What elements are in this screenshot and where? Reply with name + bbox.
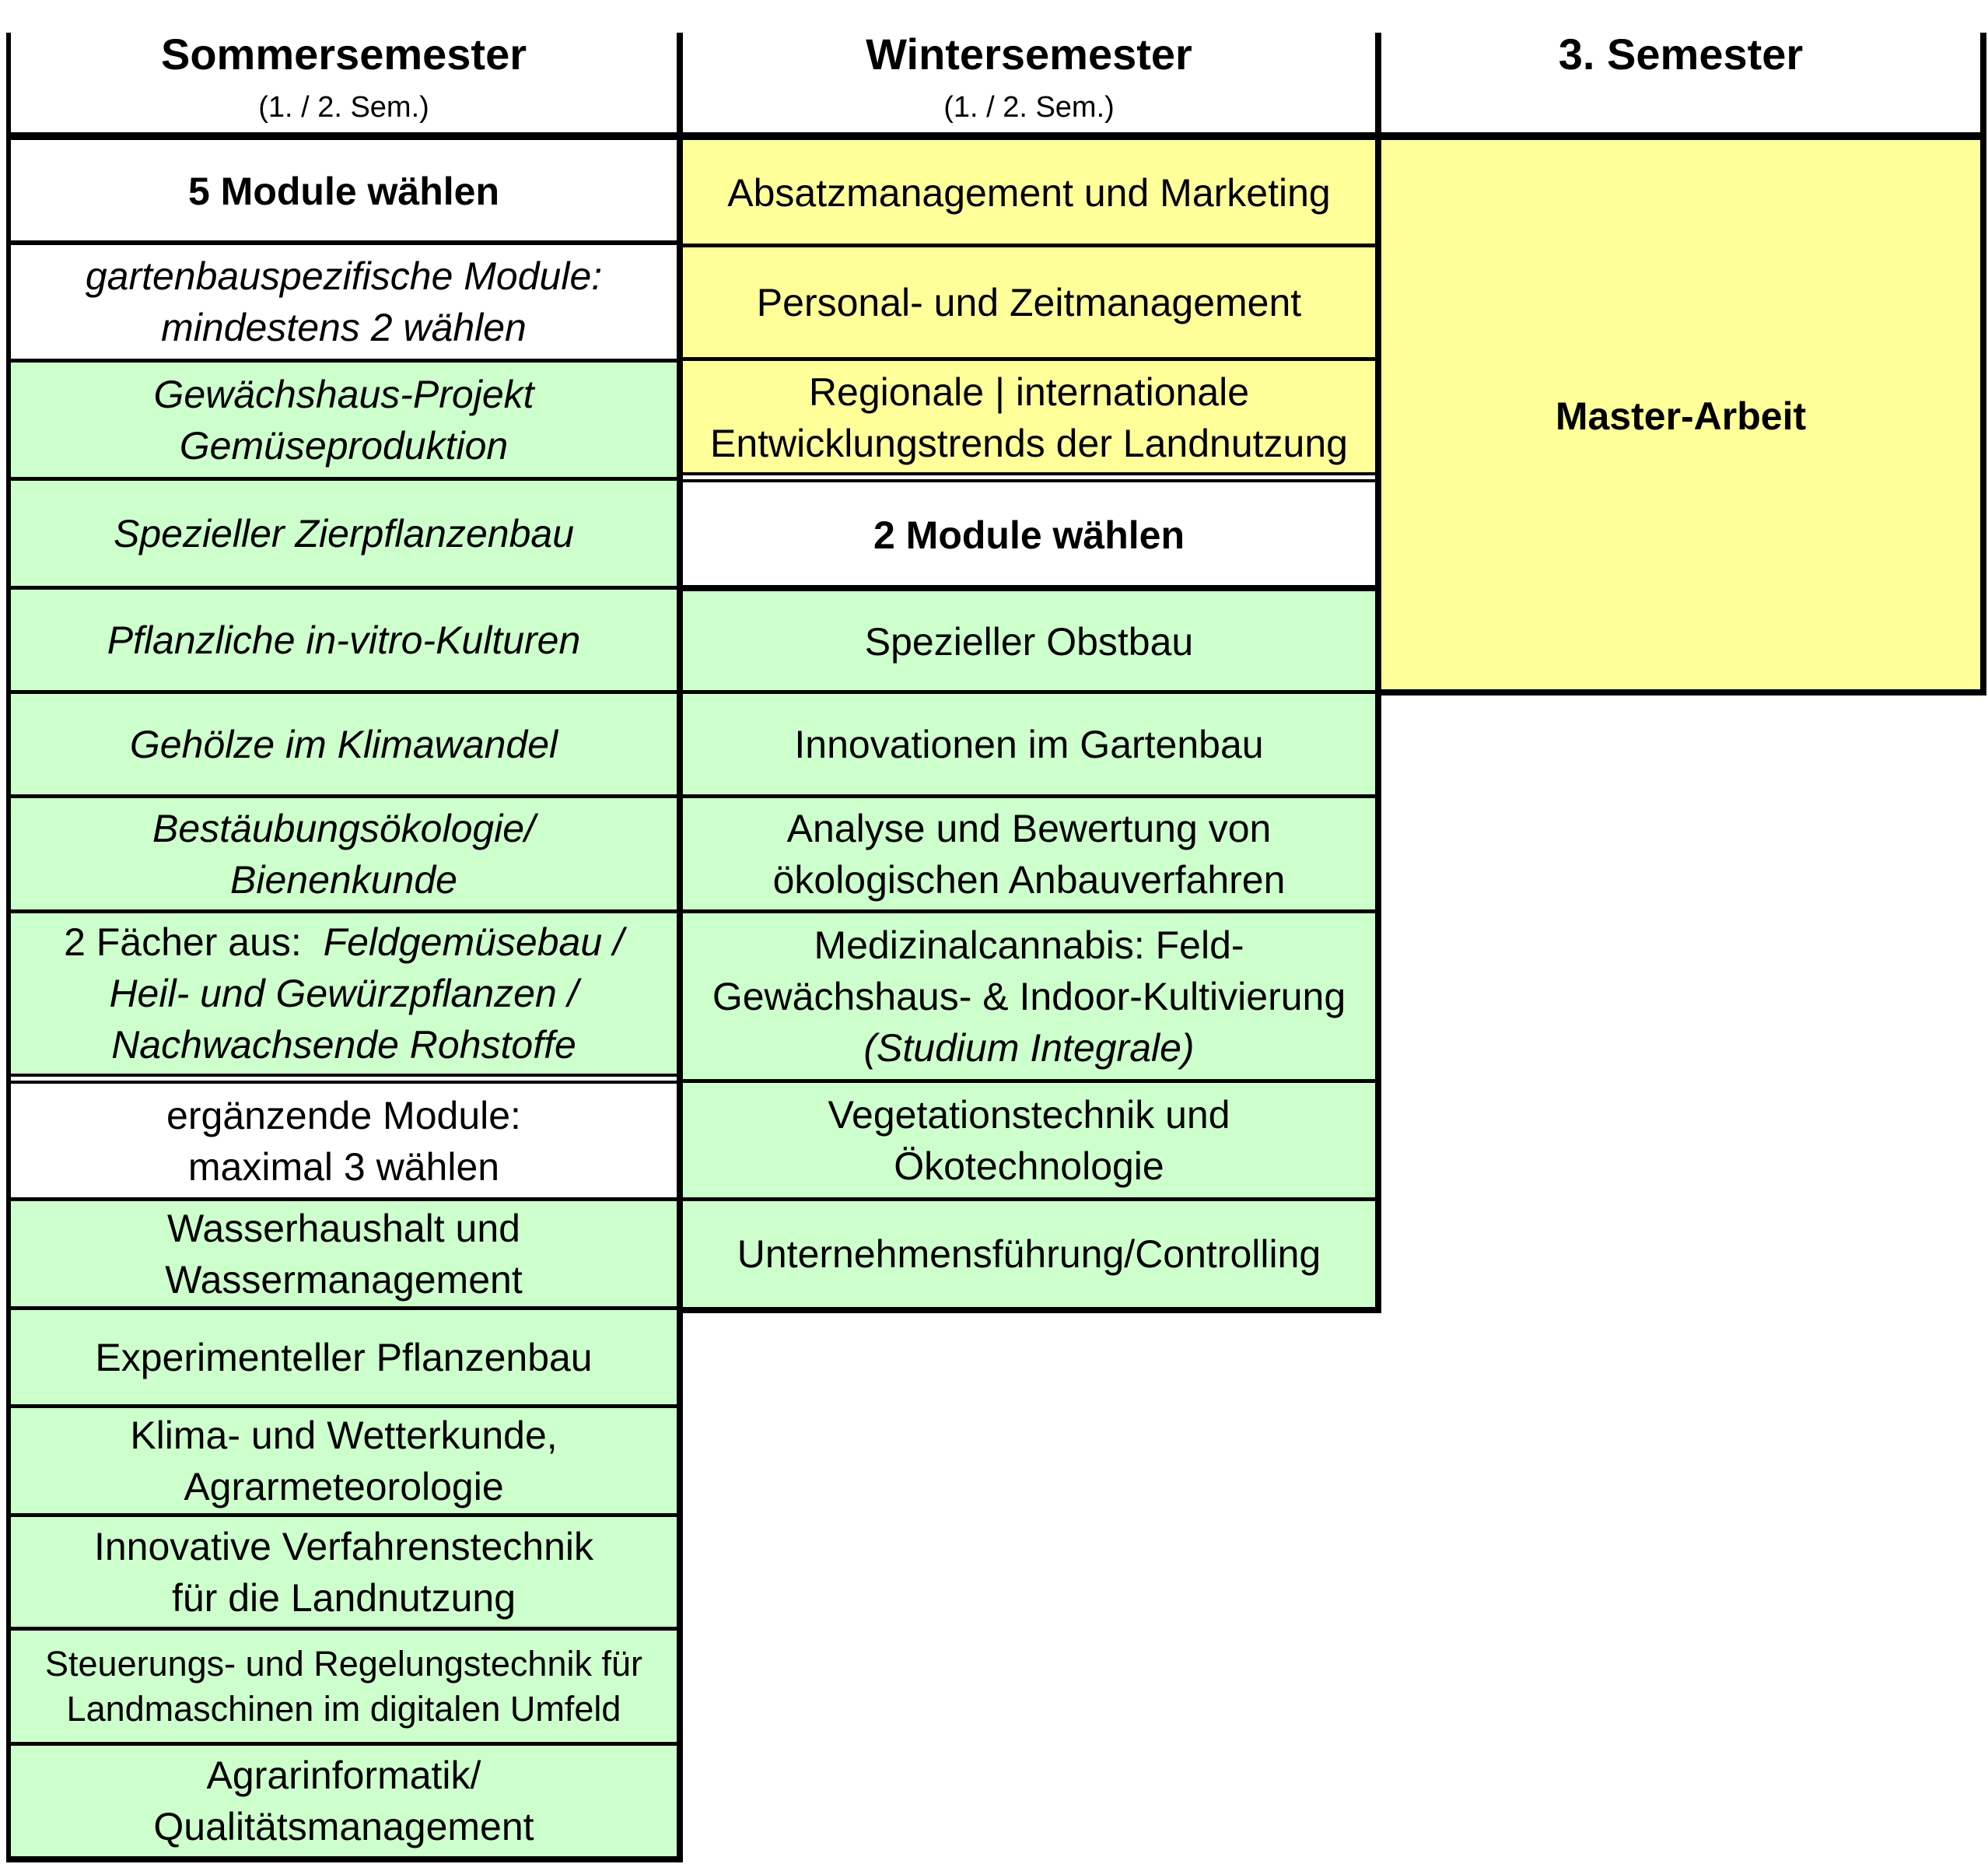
winter-module-fruit-growing: Spezieller Obstbau [681,591,1377,692]
third-header [1380,0,1982,132]
winter-module-ecological-analysis: Analyse und Bewertung von ökologischen Anbauverfahren [681,797,1377,912]
summer-module-experimental-crop: Experimenteller Pflanzenbau [9,1309,678,1407]
summer-module-agroinformatics: Agrarinformatik/ Qualitätsmanagement [9,1744,678,1858]
winter-module-medical-cannabis: Medizinalcannabis: Feld- Gewächshaus- & Indoor-Kultivierung (Studium Integrale) [681,912,1377,1081]
summer-module-water-management: Wasserhaushalt und Wassermanagement [9,1200,678,1309]
summer-module-woody-plants: Gehölze im Klimawandel [9,692,678,797]
summer-module-ornamental-plants: Spezieller Zierpflanzenbau [9,479,678,588]
winter-module-innovations: Innovationen im Gartenbau [681,692,1377,797]
winter-required-development-trends: Regionale | internationale Entwicklungstrends der Landnutzung [681,359,1377,476]
summer-choose-5-header: 5 Module wählen [9,140,678,243]
winter-header [681,0,1377,132]
summer-module-pollination: Bestäubungsökologie/ Bienenkunde [9,797,678,912]
summer-module-greenhouse-project: Gewächshaus-Projekt Gemüseproduktion [9,361,678,479]
third-master-thesis: Master-Arbeit [1380,140,1982,692]
summer-subtitle: (1. / 2. Sem.) [258,91,429,124]
summer-module-in-vitro: Pflanzliche in-vitro-Kulturen [9,588,678,692]
summer-module-process-engineering: Innovative Verfahrenstechnik für die Landnutzung [9,1515,678,1629]
summer-title: Sommersemester [160,30,527,79]
winter-module-business-management: Unternehmensführung/Controlling [681,1200,1377,1309]
winter-required-personnel: Personal- und Zeitmanagement [681,246,1377,359]
summer-header [9,0,678,132]
summer-horticulture-group-header: gartenbauspezifische Module: mindestens 2 wählen [9,243,678,361]
winter-title: Wintersemester [866,30,1192,79]
summer-module-control-engineering: Steuerungs- und Regelungstechnik für Landmaschinen im digitalen Umfeld [9,1629,678,1744]
winter-required-marketing: Absatzmanagement und Marketing [681,140,1377,246]
summer-module-two-subjects: 2 Fächer aus: Feldgemüsebau / Heil- und Gewürzpflanzen / Nachwachsende Rohstoffe [9,912,678,1075]
winter-module-vegetation-technology: Vegetationstechnik und Ökotechnologie [681,1081,1377,1200]
third-title: 3. Semester [1558,30,1804,79]
summer-module-climate-weather: Klima- und Wetterkunde, Agrarmeteorologie [9,1407,678,1515]
winter-choose-2-header: 2 Module wählen [681,484,1377,587]
summer-supplementary-group-header: ergänzende Module: maximal 3 wählen [9,1083,678,1200]
winter-subtitle: (1. / 2. Sem.) [943,91,1115,124]
